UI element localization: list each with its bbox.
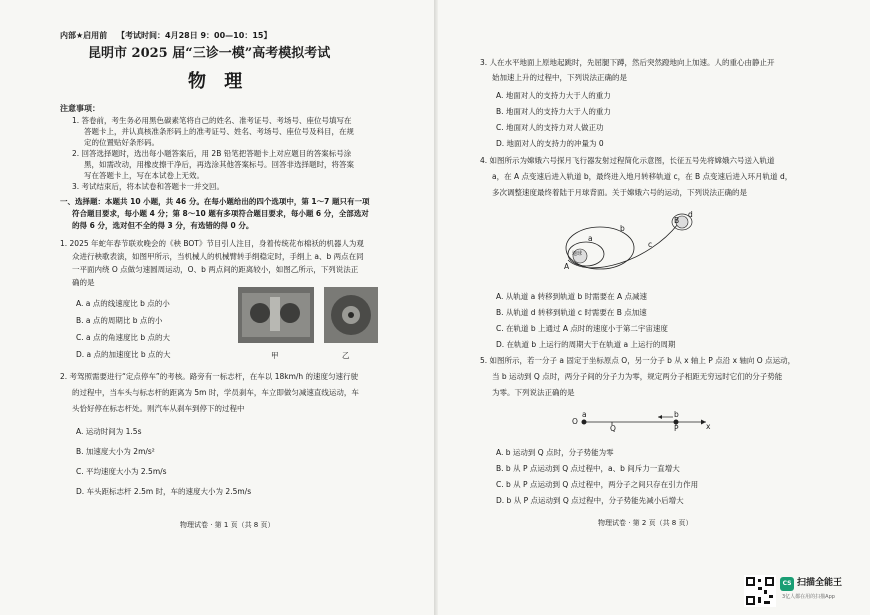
exam-title: 昆明市 2025 届“三诊一模”高考模拟考试 <box>88 46 331 61</box>
question-1-text: 众进行秧歌表演，如图甲所示，当机械人的机械臂转手绢稳定时，手绢上 a、b 两点在同 <box>72 252 364 261</box>
q4-option-a: A. 从轨道 a 转移到轨道 b 时需要在 A 点减速 <box>496 292 648 301</box>
orbit-d-label: d <box>688 210 693 219</box>
page-footer-left: 物理试卷 · 第 1 页（共 8 页） <box>180 521 275 529</box>
note-line: 黑，如需改动，用橡皮擦干净后，再选涂其他答案标号。回答非选择题时，将答案 <box>84 160 354 169</box>
q1-option-d: D. a 点的加速度比 b 点的大 <box>76 350 171 359</box>
section-instructions: 符合题目要求，每小题 4 分；第 8～10 题有多项符合题目要求，每小题 6 分，全部选对 <box>72 209 369 218</box>
question-5-text: 5. 如图所示，若一分子 a 固定于坐标原点 O，另一分子 b 从 x 轴上 P 点沿 x 轴向 O 点运动， <box>480 356 796 365</box>
q5-option-d: D. b 从 P 点运动到 Q 点过程中，分子势能先减小后增大 <box>496 496 684 505</box>
question-2-text: 的过程中，当车头与标志杆的距离为 5m 时，学员刹车，车立即做匀减速直线运动，车 <box>72 388 359 397</box>
axis-x-label: x <box>706 422 711 431</box>
point-a-label: A <box>564 262 570 271</box>
q2-option-d: D. 车头距标志杆 2.5m 时，车的速度大小为 2.5m/s <box>76 487 252 496</box>
origin-o-label: O <box>572 417 578 426</box>
figure-label-yi: 乙 <box>342 351 350 360</box>
q1-figure <box>238 287 380 349</box>
question-5-text: 为零。下列说法正确的是 <box>492 388 575 397</box>
q2-option-b: B. 加速度大小为 2m/s² <box>76 447 155 456</box>
question-1-text: 1. 2025 年蛇年春节联欢晚会的《秧 BOT》节目引人注目，身着传统花布棉袄的机器人为观 <box>60 239 364 248</box>
figure-label-jia: 甲 <box>271 351 279 360</box>
q3-option-d: D. 地面对人的支持力的冲量为 0 <box>496 139 604 148</box>
scanner-logo-icon: CS <box>780 577 794 591</box>
orbit-diagram <box>558 204 708 276</box>
q1-option-c: C. a 点的角速度比 b 点的大 <box>76 333 171 342</box>
molecule-axis-diagram <box>578 410 710 436</box>
subject-title: 物 理 <box>188 71 249 92</box>
q5-option-c: C. b 从 P 点运动到 Q 点过程中，两分子之间只存在引力作用 <box>496 480 699 489</box>
orbit-c-label: c <box>648 240 653 249</box>
q4-option-d: D. 在轨道 b 上运行的周期大于在轨道 a 上运行的周期 <box>496 340 676 349</box>
scanner-watermark <box>744 573 864 609</box>
question-1-text: 一平面内绕 O 点做匀速圆周运动，O、b 两点间的距离较小，如图乙所示，下列说法正 <box>72 265 359 274</box>
exam-time: 【考试时间：4月28日 9：00—10：15】 <box>117 31 272 40</box>
molecule-a <box>582 420 587 425</box>
question-3-text: 3. 人在水平地面上原地起跳时，先屈腿下蹲，然后突然蹬地向上加速。人的重心由静止开 <box>480 58 775 67</box>
q3-option-b: B. 地面对人的支持力大于人的重力 <box>496 107 611 116</box>
earth-label: 地球 <box>572 251 583 257</box>
q3-option-c: C. 地面对人的支持力对人做正功 <box>496 123 604 132</box>
q1-option-a: A. a 点的线速度比 b 点的小 <box>76 299 170 308</box>
note-line: 写在答题卡上，写在本试卷上无效。 <box>84 171 204 180</box>
q3-option-a: A. 地面对人的支持力大于人的重力 <box>496 91 611 100</box>
point-p-label: P <box>674 424 679 433</box>
question-4-text: 多次调整速度最终着陆于月球背面。关于嫦娥六号的运动，下列说法正确的是 <box>492 188 747 197</box>
page-footer-right: 物理试卷 · 第 2 页（共 8 页） <box>598 519 693 527</box>
q5-option-a: A. b 运动到 Q 点时，分子势能为零 <box>496 448 614 457</box>
note-line: 定的位置贴好条形码。 <box>84 138 159 147</box>
question-4-text: a，在 A 点变速后进入轨道 b，最终进入地月转移轨道 c，在 B 点变速后进入环月轨道 d， <box>492 172 793 181</box>
section-instructions: 一、选择题：本题共 10 小题，共 46 分。在每小题给出的四个选项中，第 1～7 题只有一项 <box>60 197 370 206</box>
scanner-tagline: 3亿人都在用的扫描App <box>782 594 835 600</box>
q4-option-b: B. 从轨道 d 转移到轨道 c 时需要在 B 点加速 <box>496 308 647 317</box>
note-line: 3. 考试结束后，将本试卷和答题卡一并交回。 <box>72 182 225 191</box>
q4-option-c: C. 在轨道 b 上通过 A 点时的速度小于第二宇宙速度 <box>496 324 668 333</box>
qr-code-icon <box>744 575 776 607</box>
notes-title: 注意事项： <box>60 104 100 113</box>
molecule-b-label: b <box>674 410 679 419</box>
question-5-text: 当 b 运动到 Q 点时，两分子间的分子力为零，规定两分子相距无穷远时它们的分子势能 <box>492 372 783 381</box>
note-line: 2. 回答选择题时，选出每小题答案后，用 2B 铅笔把答题卡上对应题目的答案标号涂 <box>72 149 352 158</box>
confidential-label: 内部★启用前 <box>60 31 108 40</box>
orbit-b-label: b <box>620 224 625 233</box>
q5-option-b: B. b 从 P 点运动到 Q 点过程中，a、b 间斥力一直增大 <box>496 464 680 473</box>
scanner-app-name: 扫描全能王 <box>797 578 843 588</box>
right-page <box>438 0 870 615</box>
note-line: 1. 答卷前，考生务必用黑色碳素笔将自己的姓名、准考证号、考场号、座位号填写在 <box>72 116 352 125</box>
molecule-a-label: a <box>582 410 587 419</box>
question-4-text: 4. 如图所示为嫦娥六号探月飞行器发射过程简化示意图，长征五号先将嫦娥六号送入轨道 <box>480 156 775 165</box>
question-1-text: 确的是 <box>72 278 95 287</box>
orbit-a-label: a <box>588 234 593 243</box>
q2-option-a: A. 运动时间为 1.5s <box>76 427 142 436</box>
note-line: 答题卡上，并认真核准条形码上的准考证号、姓名、考场号、座位号及科目，在规 <box>84 127 354 136</box>
section-instructions: 的得 6 分，选对但不全的得 3 分，有选错的得 0 分。 <box>72 221 254 230</box>
q1-option-b: B. a 点的周期比 b 点的小 <box>76 316 163 325</box>
question-2-text: 2. 考驾照需要进行“定点停车”的考核。路旁有一标志杆，在车以 18km/h 的速度匀速行驶 <box>60 372 359 381</box>
q2-option-c: C. 平均速度大小为 2.5m/s <box>76 467 167 476</box>
point-q-label: Q <box>610 424 616 433</box>
point-b-label: B <box>674 216 680 225</box>
question-3-text: 始加速上升的过程中，下列说法正确的是 <box>492 73 627 82</box>
question-2-text: 头恰好停在标志杆处。则汽车从刹车到停下的过程中 <box>72 404 245 413</box>
